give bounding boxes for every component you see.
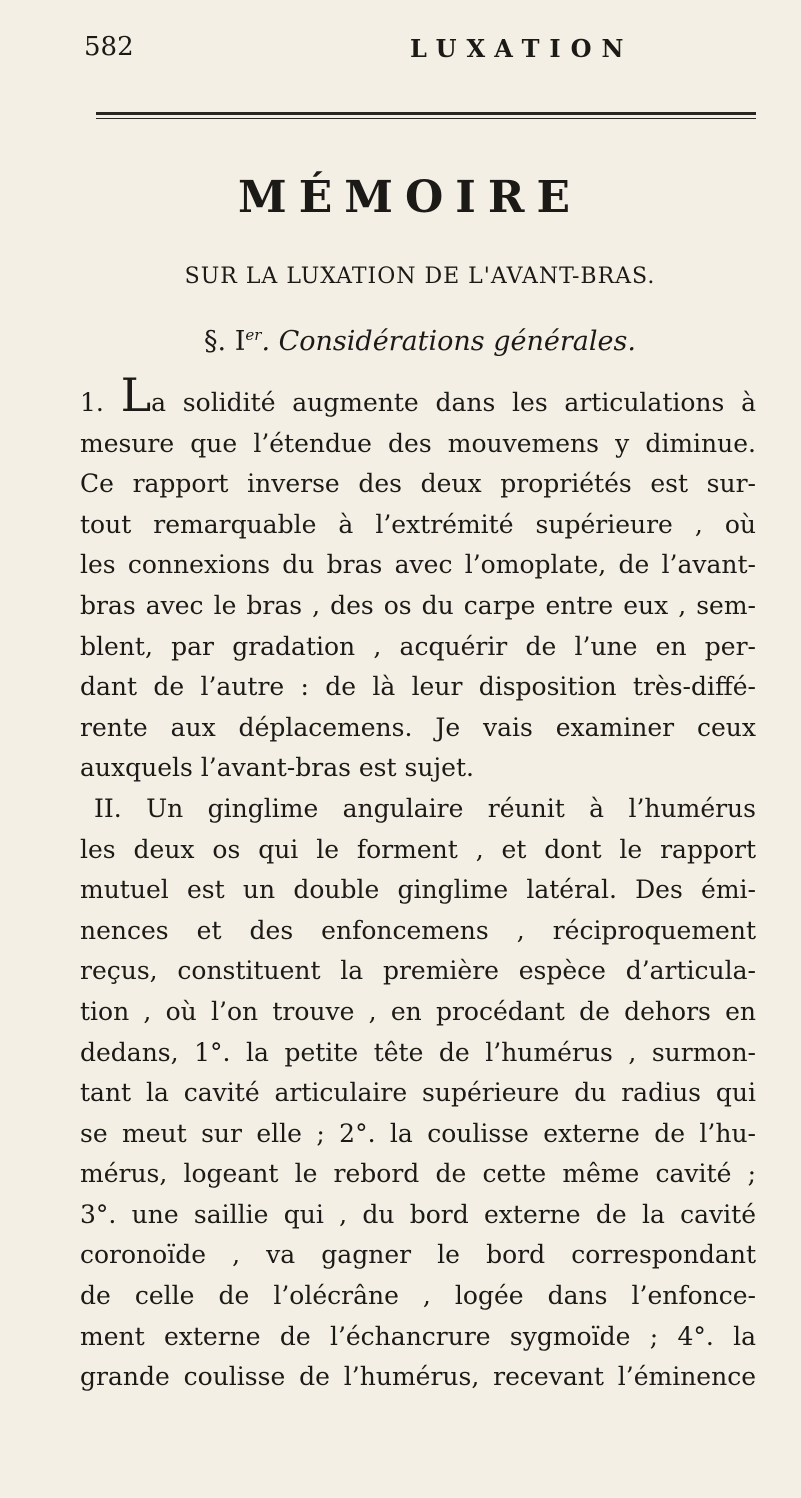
paragraph-marker: 1. [80,388,104,417]
text-line: 3°. une saillie qui , du bord externe de la cavité [80,1199,756,1229]
section-heading [80,326,760,357]
text-line: nences et des enfoncemens , réciproquement [80,915,756,945]
body-text [80,368,756,1398]
text-line-content: a solidité augmente dans les articulations à [151,388,756,417]
text-line: reçus, constituent la première espèce d’articula- [80,956,756,986]
section-title: . Considérations générales. [261,326,636,357]
text-line: Ce rapport inverse des deux propriétés est sur- [80,469,756,499]
text-line: de celle de l’olécrâne , logée dans l’enfonce- [80,1281,756,1311]
drop-cap: L [120,368,152,422]
text-line: tant la cavité articulaire supérieure du radius qui [80,1078,756,1108]
text-line [80,368,756,424]
header-rule-thick [96,112,756,115]
text-line: mérus, logeant le rebord de cette même cavité ; [80,1159,756,1189]
text-line: mutuel est un double ginglime latéral. Des émi- [80,875,756,905]
section-number: §. I [204,326,246,357]
text-line: les connexions du bras avec l’omoplate, de l’avant- [80,550,756,580]
running-title: LUXATION [410,34,634,63]
text-line: dant de l’autre : de là leur disposition très-diffé- [80,672,756,702]
text-line: se meut sur elle ; 2°. la coulisse externe de l’hu- [80,1118,756,1148]
text-line: auxquels l’avant-bras est sujet. [80,753,474,783]
page-header [80,30,760,70]
text-line: bras avec le bras , des os du carpe entre eux , sem- [80,590,756,620]
text-line: tion , où l’on trouve , en procédant de dehors en [80,996,756,1026]
memoir-subtitle: SUR LA LUXATION DE L'AVANT-BRAS. [184,264,656,289]
page-number: 582 [84,32,134,62]
text-line: II. Un ginglime angulaire réunit à l’humérus [94,793,756,823]
text-line: ment externe de l’échancrure sygmoïde ; 4°. la [80,1321,756,1351]
section-number-suffix: er [245,326,262,344]
memoir-title: MÉMOIRE [238,172,582,223]
text-line: mesure que l’étendue des mouvemens y diminue. [80,428,756,458]
text-line: rente aux déplacemens. Je vais examiner ceux [80,712,756,742]
text-line: blent, par gradation , acquérir de l’une en per- [80,631,756,661]
text-line: grande coulisse de l’humérus, recevant l’éminence [80,1362,756,1392]
text-line: coronoïde , va gagner le bord correspondant [80,1240,756,1270]
header-rule-thin [96,118,756,119]
text-line: tout remarquable à l’extrémité supérieure , où [80,509,756,539]
text-line: les deux os qui le forment , et dont le rapport [80,834,756,864]
text-line: dedans, 1°. la petite tête de l’humérus , surmon- [80,1037,756,1067]
